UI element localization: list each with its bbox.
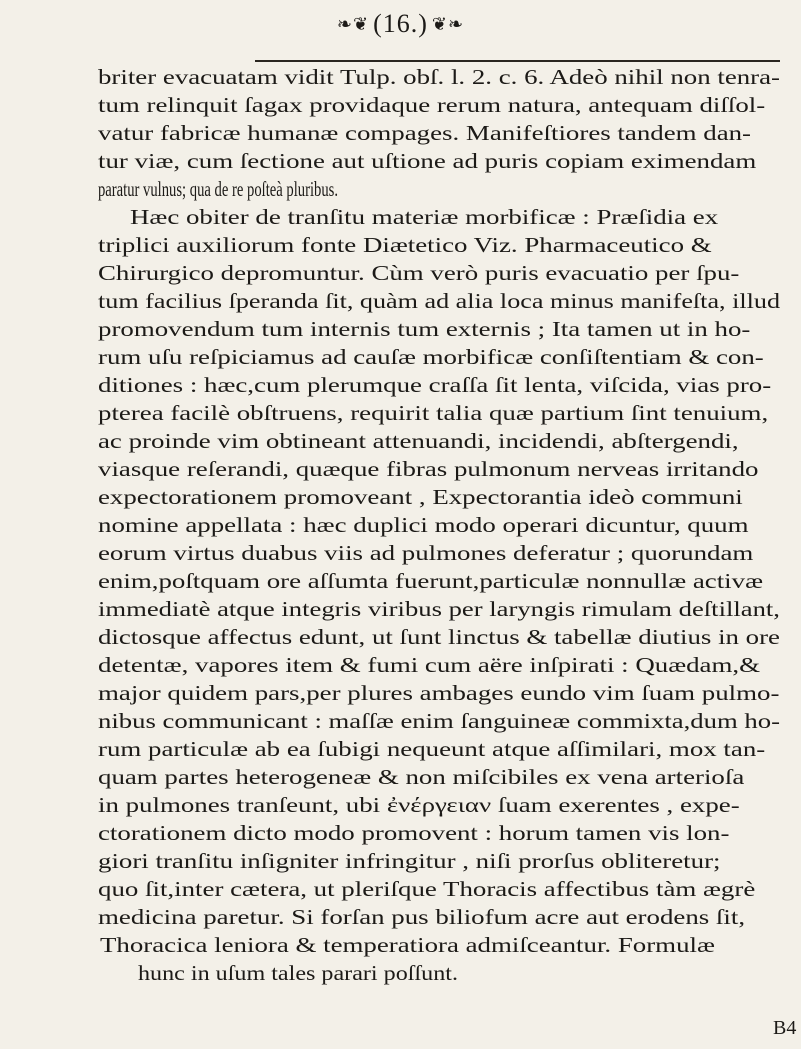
text-line: triplici auxiliorum fonte Diætetico Viz. Pharmaceutico & <box>98 233 712 257</box>
text-line: dictosque affectus edunt, ut ſunt linctus & tabellæ diutius in ore <box>98 625 780 649</box>
text-line: rum particulæ ab ea ſubigi nequeunt atque aſſimilari, mox tan- <box>98 737 766 761</box>
text-line: nomine appellata : hæc duplici modo operari dicuntur, quum <box>98 513 749 537</box>
text-line: giori tranſitu inſigniter infringitur , niſi prorſus obliteretur; <box>98 849 721 873</box>
text-line: ac proinde vim obtineant attenuandi, incidendi, abſtergendi, <box>98 429 739 453</box>
text-line: in pulmones tranſeunt, ubi ἐνέργειαν ſuam exerentes , expe- <box>98 793 740 817</box>
text-line: briter evacuatam vidit Tulp. obſ. l. 2. c. 6. Adeò nihil non tenra- <box>98 65 781 89</box>
text-line: major quidem pars,per plures ambages eundo vim ſuam pulmo- <box>98 681 780 705</box>
text-line: eorum virtus duabus viis ad pulmones deferatur ; quorundam <box>98 541 754 565</box>
text-line: expectorationem promoveant , Expectorantia ideò communi <box>98 485 743 509</box>
text-line: detentæ, vapores item & fumi cum aëre inſpirati : Quædam,& <box>98 653 761 677</box>
text-line: medicina paretur. Si forſan pus biliofum acre aut erodens ſit, <box>98 905 746 929</box>
text-line: ditiones : hæc,cum plerumque craſſa ſit lenta, viſcida, vias pro- <box>98 373 772 397</box>
text-line: tum relinquit ſagax providaque rerum natura, antequam diſſol- <box>98 93 766 117</box>
text-line: viasque reſerandi, quæque fibras pulmonum nerveas irritando <box>98 457 759 481</box>
page-number: (16.) <box>373 9 428 38</box>
text-line: pterea facilè obſtruens, requirit talia quæ partium ſint tenuium, <box>98 401 769 425</box>
text-line: Chirurgico depromuntur. Cùm verò puris evacuatio per ſpu- <box>98 261 740 285</box>
text-line: Hæc obiter de tranſitu materiæ morbificæ : Præſidia ex <box>130 205 719 229</box>
text-line: quam partes heterogeneæ & non miſcibiles ex vena arterioſa <box>98 765 745 789</box>
header-ornament <box>337 9 464 39</box>
signature-mark: B4 <box>773 1017 797 1039</box>
text-line: Thoracica leniora & temperatiora admiſceantur. Formulæ <box>100 933 715 957</box>
text-line: vatur fabricæ humanæ compages. Manifeſtiores tandem dan- <box>98 121 752 145</box>
text-line: ctorationem dicto modo promovent : horum tamen vis lon- <box>98 821 730 845</box>
text-line: tur viæ, cum ſectione aut uſtione ad puris copiam eximendam <box>98 149 757 173</box>
text-line: nibus communicant : maſſæ enim ſanguineæ commixta,dum ho- <box>98 709 780 733</box>
text-line: hunc in uſum tales parari poſſunt. <box>138 961 458 985</box>
ornament-left-icon: ❧❦ <box>336 13 370 35</box>
text-line: promovendum tum internis tum externis ; Ita tamen ut in ho- <box>98 317 751 341</box>
page-header <box>0 4 801 44</box>
header-rule <box>255 60 780 62</box>
text-line: quo ſit,inter cætera, ut pleriſque Thoracis affectibus tàm ægrè <box>98 877 756 901</box>
ornament-right-icon: ❦❧ <box>431 13 465 35</box>
text-line: rum uſu reſpiciamus ad cauſæ morbificæ conſiſtentiam & con- <box>98 345 764 369</box>
text-line: immediatè atque integris viribus per laryngis rimulam deſtillant, <box>98 597 780 621</box>
text-line: paratur vulnus; qua de re poſteà pluribus. <box>98 177 338 201</box>
text-line: tum facilius ſperanda ſit, quàm ad alia loca minus manifeſta, illud <box>98 289 781 313</box>
text-line: enim,poſtquam ore aſſumta fuerunt,particulæ nonnullæ activæ <box>98 569 764 593</box>
